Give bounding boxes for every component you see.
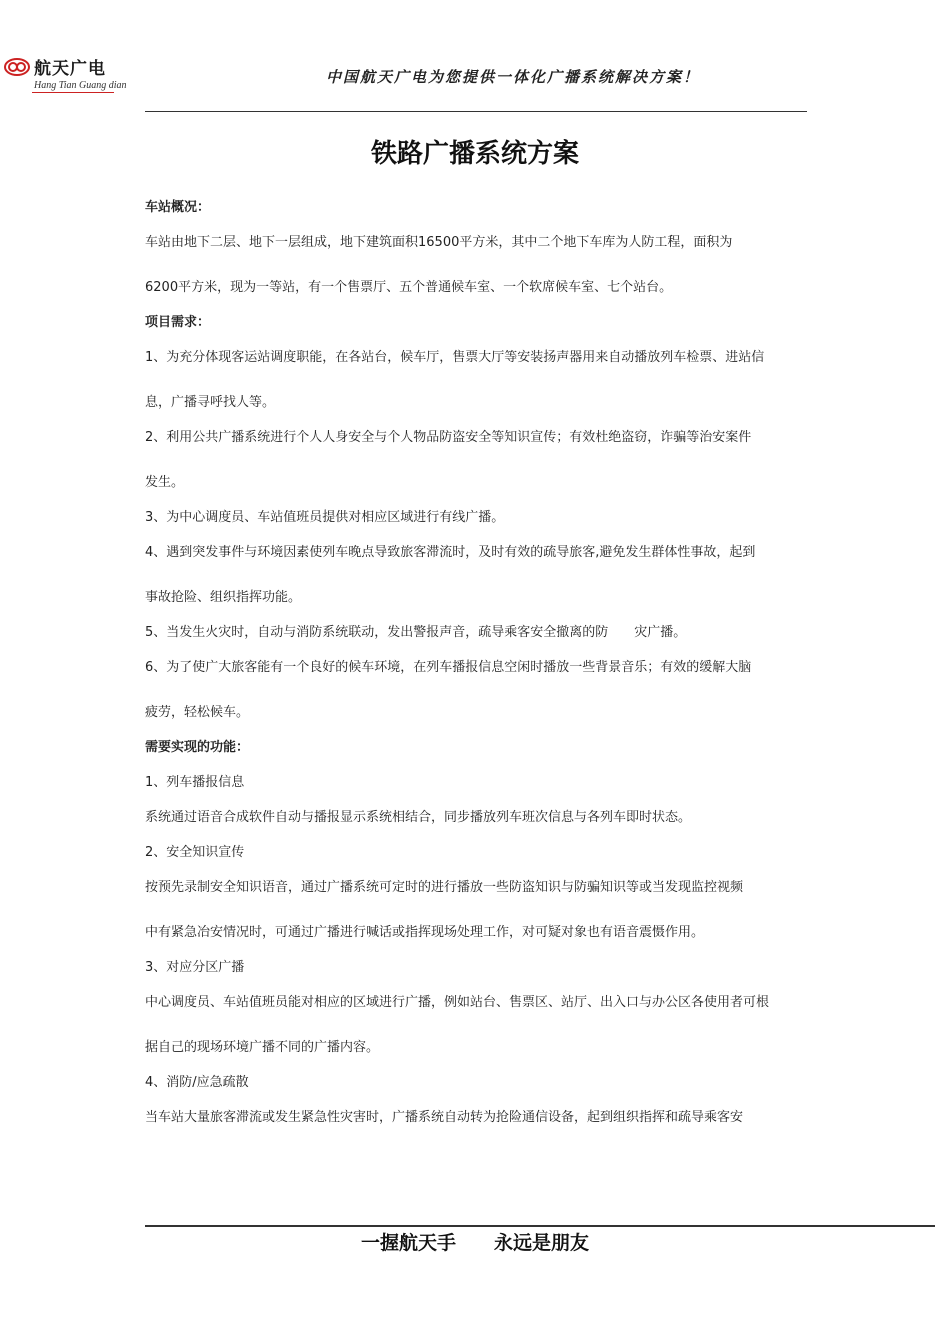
need-3: 3、为中心调度员、车站值班员提供对相应区域进行有线广播。 xyxy=(145,510,505,525)
function-4-title: 4、消防/应急疏散 xyxy=(145,1075,249,1090)
function-1-text: 系统通过语音合成软件自动与播报显示系统相结合，同步播放列车班次信息与各列车即时状态。 xyxy=(145,810,692,825)
need-2-line-1: 2、利用公共广播系统进行个人人身安全与个人物品防盗安全等知识宣传；有效杜绝盗窃，诈骗等治安案件 xyxy=(145,430,752,445)
document-body xyxy=(145,199,807,1126)
header-slogan: 中国航天广电为您提供一体化广播系统解决方案！ xyxy=(326,68,701,86)
function-2-title: 2、安全知识宣传 xyxy=(145,845,245,860)
overview-line-2: 6200平方米，现为一等站，有一个售票厅、五个普通候车室、一个软席候车室、七个站台。 xyxy=(145,280,673,295)
function-4-line-1: 当车站大量旅客滞流或发生紧急性灾害时，广播系统自动转为抢险通信设备，起到组织指挥和疏导乘客安 xyxy=(145,1110,744,1125)
need-2-line-2: 发生。 xyxy=(145,475,185,490)
logo-english-name: Hang Tian Guang dian xyxy=(34,80,127,91)
function-3-title: 3、对应分区广播 xyxy=(145,960,245,975)
need-5: 5、当发生火灾时，自动与消防系统联动，发出警报声音，疏导乘客安全撤离的防 灾广播。 xyxy=(145,625,687,640)
footer-slogan: 一握航天手 永远是朋友 xyxy=(361,1232,590,1254)
overview-line-1: 车站由地下二层、地下一层组成，地下建筑面积16500平方米，其中二个地下车库为人防工程，面积为 xyxy=(145,235,733,250)
company-logo xyxy=(4,54,127,98)
need-4-line-1: 4、遇到突发事件与环境因素使列车晚点导致旅客滞流时，及时有效的疏导旅客,避免发生群体性事故，起到 xyxy=(145,545,756,560)
needs-heading: 项目需求： xyxy=(145,315,211,330)
functions-heading: 需要实现的功能： xyxy=(145,740,250,755)
logo-chinese-name: 航天广电 xyxy=(34,59,106,79)
header-divider xyxy=(145,111,807,112)
logo-mark-icon xyxy=(4,58,30,76)
overview-heading: 车站概况： xyxy=(145,200,211,215)
function-2-line-1: 按预先录制安全知识语音，通过广播系统可定时的进行播放一些防盗知识与防骗知识等或当发现监控视频 xyxy=(145,880,744,895)
logo-underline xyxy=(32,92,114,93)
function-3-line-1: 中心调度员、车站值班员能对相应的区域进行广播，例如站台、售票区、站厅、出入口与办公区各使用者可根 xyxy=(145,995,770,1010)
footer-divider xyxy=(145,1225,935,1227)
need-6-line-2: 疲劳，轻松候车。 xyxy=(145,705,250,720)
need-1-line-1: 1、为充分体现客运站调度职能，在各站台，候车厅，售票大厅等安装扬声器用来自动播放列车检票、进站信 xyxy=(145,350,765,365)
function-2-line-2: 中有紧急冶安情况时，可通过广播进行喊话或指挥现场处理工作，对可疑对象也有语音震慑作用。 xyxy=(145,925,705,940)
need-6-line-1: 6、为了使广大旅客能有一个良好的候车环境，在列车播报信息空闲时播放一些背景音乐；有效的缓解大脑 xyxy=(145,660,752,675)
need-1-line-2: 息，广播寻呼找人等。 xyxy=(145,395,276,410)
need-4-line-2: 事故抢险、组织指挥功能。 xyxy=(145,590,302,605)
function-3-line-2: 据自己的现场环境广播不同的广播内容。 xyxy=(145,1040,380,1055)
document-title: 铁路广播系统方案 xyxy=(370,139,579,169)
function-1-title: 1、列车播报信息 xyxy=(145,775,245,790)
